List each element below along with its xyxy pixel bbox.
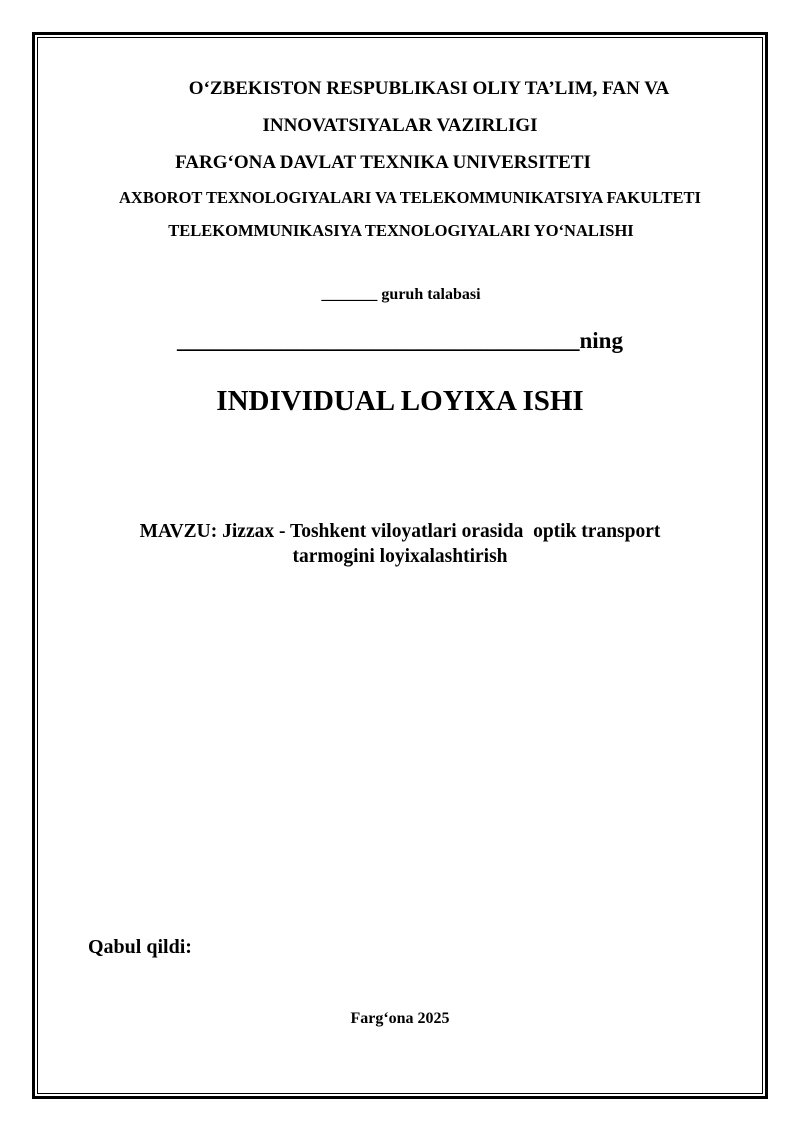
group-student-line: _______ guruh talabasi — [321, 286, 481, 303]
topic-line-1: MAVZU: Jizzax - Toshkent viloyatlari orasida optik transport — [139, 521, 661, 542]
faculty-name: AXBOROT TEXNOLOGIYALARI VA TELEKOMMUNIKATSIYA FAKULTETI — [119, 188, 701, 207]
place-and-year: Farg‘ona 2025 — [350, 1010, 450, 1027]
student-name-line: ___________________________________ning — [177, 328, 623, 353]
accepted-by-label: Qabul qildi: — [88, 936, 192, 958]
direction-name: TELEKOMMUNIKASIYA TEXNOLOGIYALARI YO‘NALISHI — [168, 221, 634, 240]
document-title: INDIVIDUAL LOYIXA ISHI — [216, 385, 584, 417]
ministry-title-line-2: INNOVATSIYALAR VAZIRLIGI — [262, 115, 538, 136]
university-name: FARG‘ONA DAVLAT TEXNIKA UNIVERSITETI — [175, 152, 591, 173]
ministry-title-line-1: O‘ZBEKISTON RESPUBLIKASI OLIY TA’LIM, FAN VA — [188, 78, 670, 99]
topic-line-2: tarmogini loyixalashtirish — [292, 546, 508, 567]
